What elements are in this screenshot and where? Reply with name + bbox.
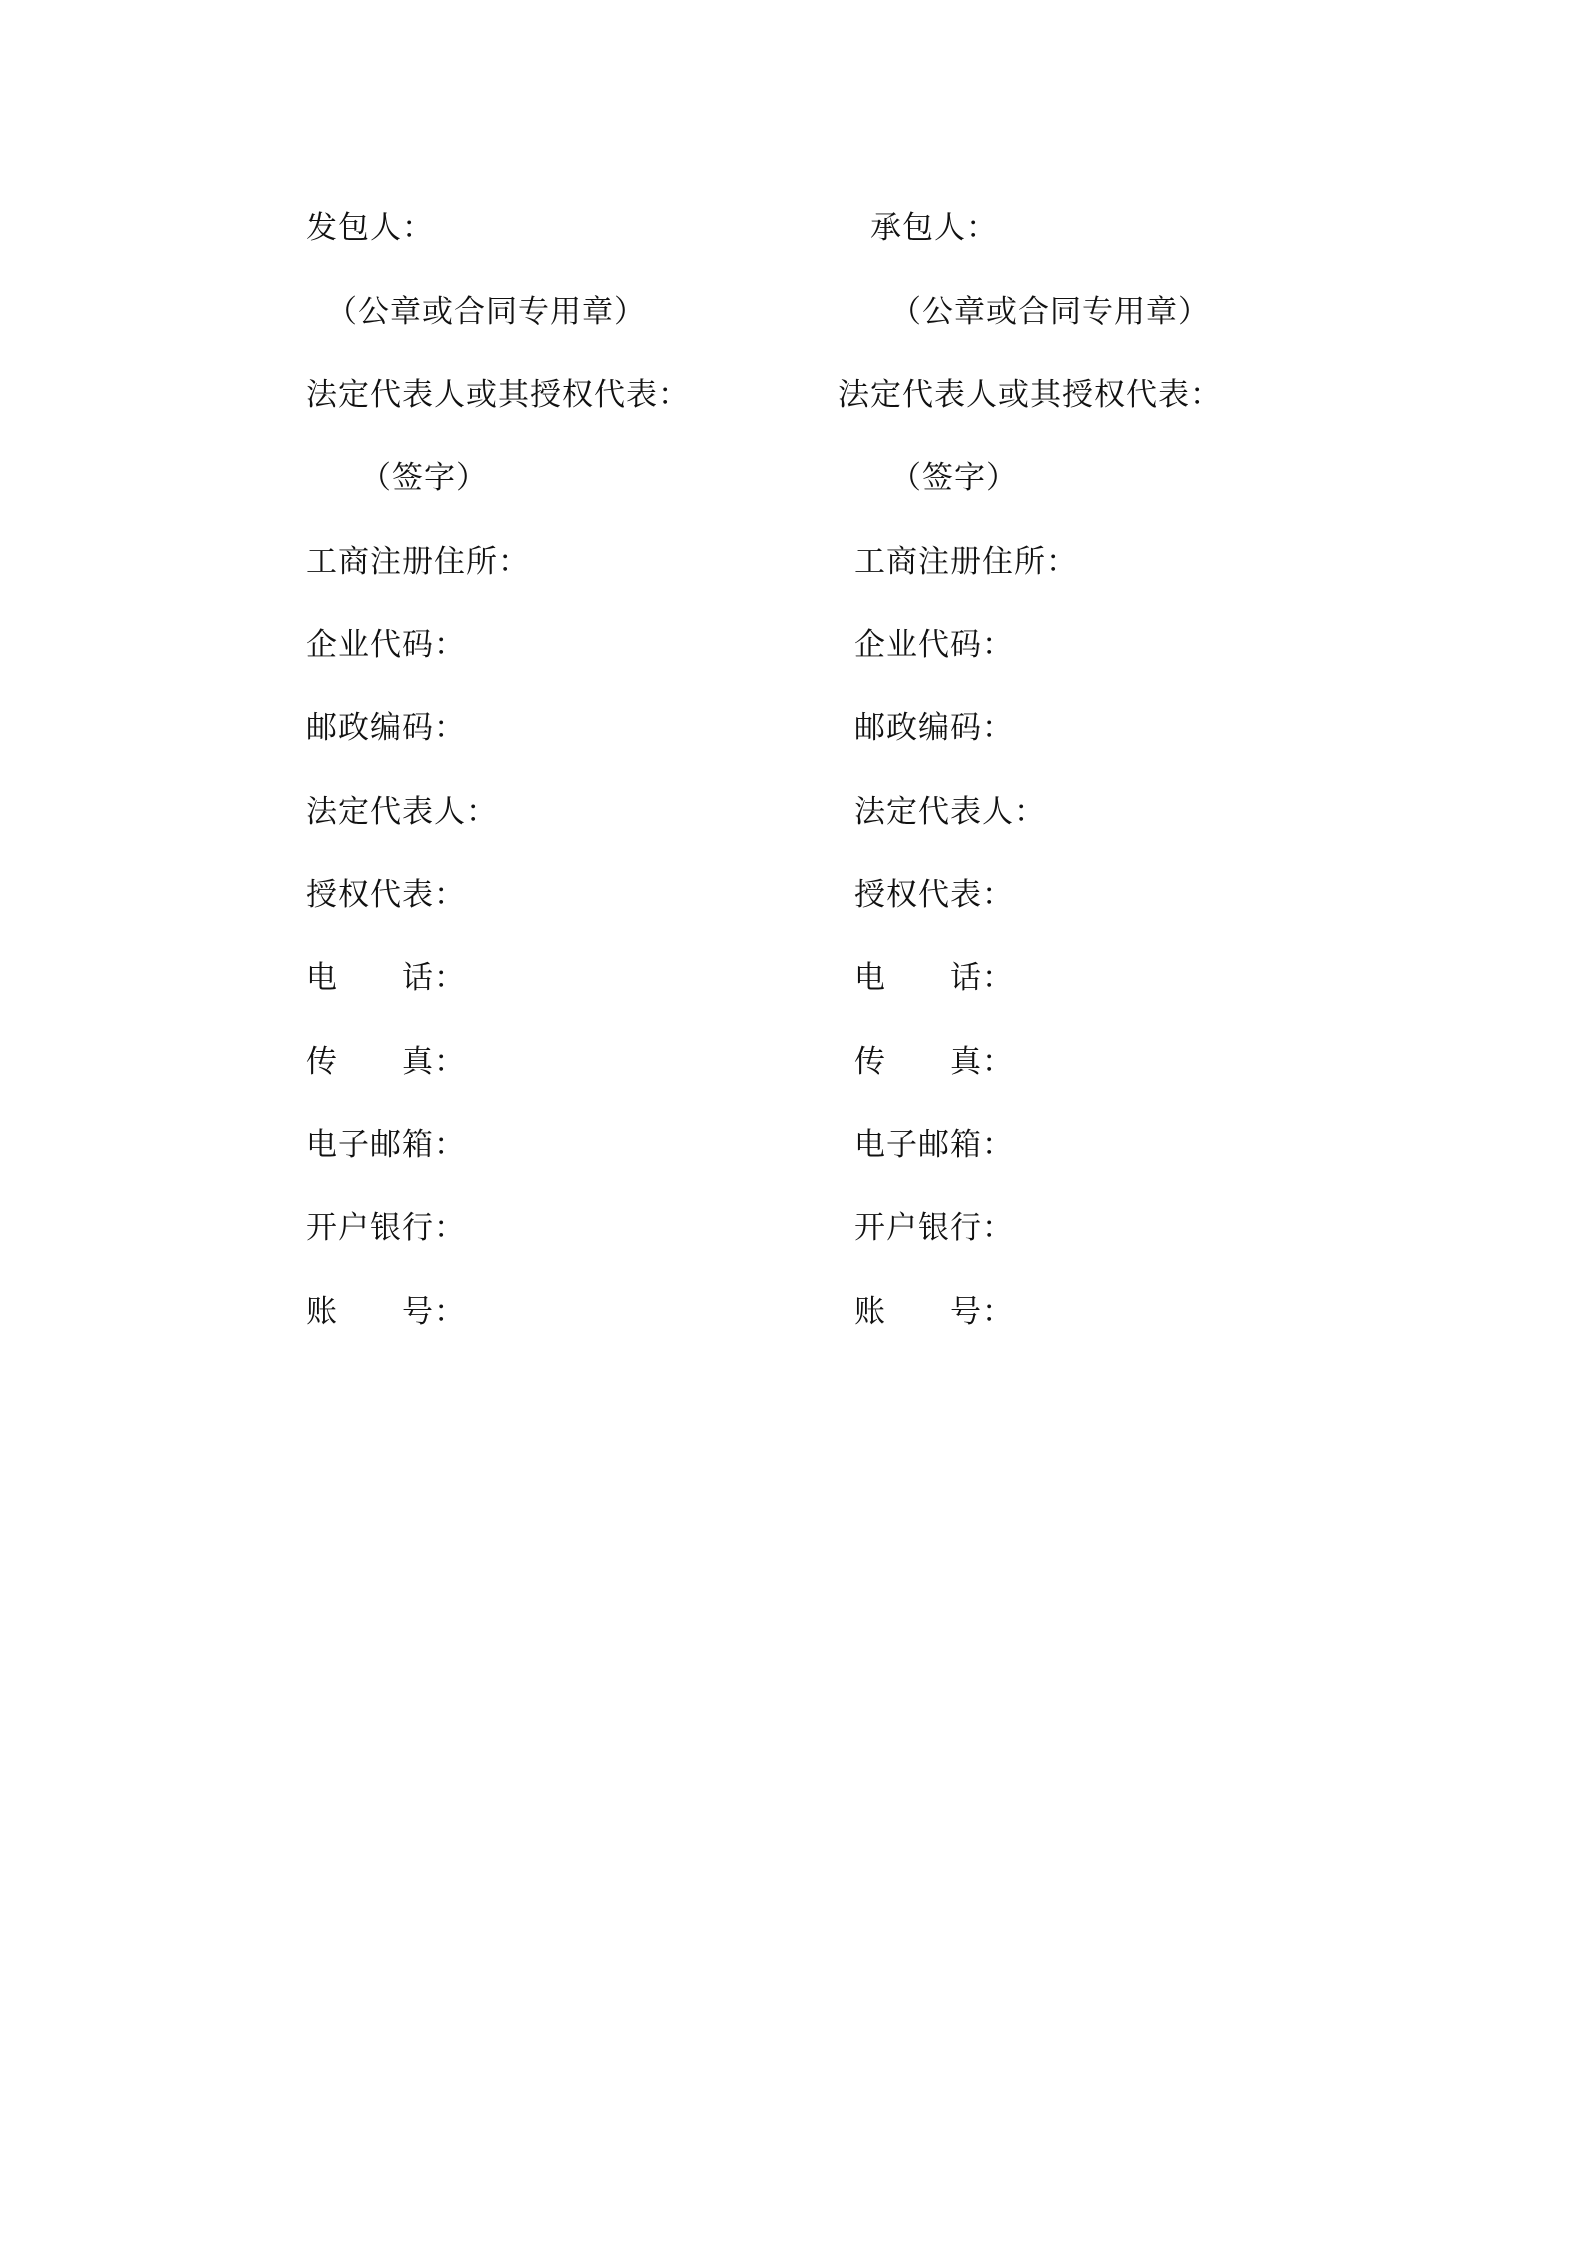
right-org-code-label: 企业代码： [854, 627, 1014, 663]
right-email-label: 电子邮箱： [854, 1127, 1014, 1163]
right-bank-label: 开户银行： [854, 1210, 1014, 1246]
left-org-code-label: 企业代码： [306, 627, 466, 663]
right-legal-rep-label: 法定代表人： [854, 794, 1046, 830]
left-phone-label: 电 话： [306, 960, 466, 996]
left-fax-label: 传 真： [306, 1044, 466, 1080]
right-sign-note: （签字） [890, 460, 1018, 496]
left-auth-rep-label: 授权代表： [306, 877, 466, 913]
right-account-label: 账 号： [854, 1294, 1014, 1330]
right-party-label: 承包人： [870, 210, 998, 246]
left-sign-note: （签字） [360, 460, 488, 496]
left-legal-rep-label: 法定代表人： [306, 794, 498, 830]
right-auth-rep-label: 授权代表： [854, 877, 1014, 913]
left-seal-note: （公章或合同专用章） [326, 294, 646, 330]
left-account-label: 账 号： [306, 1294, 466, 1330]
left-party-label: 发包人： [306, 210, 434, 246]
left-rep-title: 法定代表人或其授权代表： [306, 377, 690, 413]
left-email-label: 电子邮箱： [306, 1127, 466, 1163]
right-address-label: 工商注册住所： [854, 544, 1078, 580]
left-address-label: 工商注册住所： [306, 544, 530, 580]
right-fax-label: 传 真： [854, 1044, 1014, 1080]
right-phone-label: 电 话： [854, 960, 1014, 996]
right-seal-note: （公章或合同专用章） [890, 294, 1210, 330]
left-bank-label: 开户银行： [306, 1210, 466, 1246]
left-postcode-label: 邮政编码： [306, 710, 466, 746]
right-rep-title: 法定代表人或其授权代表： [838, 377, 1222, 413]
right-postcode-label: 邮政编码： [854, 710, 1014, 746]
